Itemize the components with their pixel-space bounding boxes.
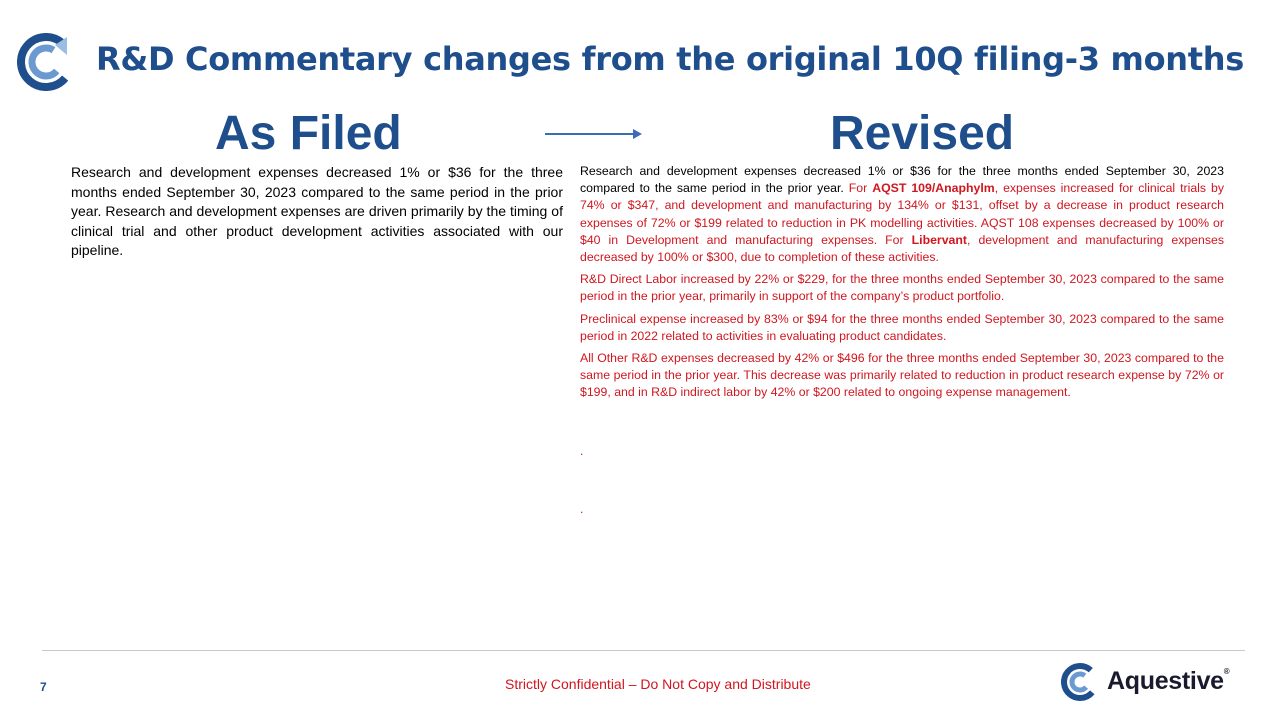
revised-paragraph-2: R&D Direct Labor increased by 22% or $229, for the three months ended September 30, 2023 compared to the same period in the prior year, primarily in support of the company’s product portfolio. [580,272,1224,304]
aquestive-mark-icon [1060,662,1100,702]
as-filed-heading: As Filed [215,107,402,160]
product-anaphylm: AQST 109/Anaphylm [872,181,995,196]
revised-intro: Research and development expenses decreased 1% or $36 for the three months ended September 30, 2023 compared to the same period in the prior year. [580,164,1224,196]
revised-end-text: , development and manufacturing expenses decreased by 100% or $300, due to completion of these activities. [580,232,1224,265]
as-filed-text: Research and development expenses decreased 1% or $36 for the three months ended September 30, 2023 compared to the same period in the prior year. Research and development expenses are driven primarily by the timing of clinical trial and other product development activities associated with our pipeline. [71,164,563,258]
bullet-dot: . [580,444,584,458]
confidential-notice: Strictly Confidential – Do Not Copy and Distribute [505,676,811,692]
bullet-dot: . [580,502,584,516]
revised-mid-text: , expenses increased for clinical trials by 74% or $347, and development and manufacturing by 134% or $131, offset by a decrease in product research expenses of 72% or $199 related to reduction in PK modelling activities. AQST 108 expenses decreased by 100% or $40 in Development and manufacturing expenses. For [580,181,1225,247]
slide-title: R&D Commentary changes from the original 10Q filing-3 months [96,40,1244,78]
right-arrow-icon [545,126,643,142]
revised-paragraph-4: All Other R&D expenses decreased by 42% or $496 for the three months ended September 30, 2023 compared to the same period in the prior year. This decrease was primarily related to reduction in product research expense by 72% or $199, and in R&D indirect labor by 42% or $200 related to ongoing expense management. [580,351,1224,400]
registered-mark: ® [1223,667,1230,676]
footer-divider [42,650,1245,651]
brand-logo [1060,662,1240,702]
revised-paragraph-1 [580,163,1224,266]
page-number: 7 [40,680,47,694]
brand-name [1107,667,1229,696]
revised-heading: Revised [830,107,1015,160]
aquestive-logo-icon [17,33,77,91]
revised-paragraph-3: Preclinical expense increased by 83% or $94 for the three months ended September 30, 2023 compared to the same period in 2022 related to activities in evaluating product candidates. [580,311,1224,343]
brand-name-text: Aquestive [1107,667,1224,695]
revised-text [580,163,1224,407]
revised-for-text: For [848,181,873,196]
product-libervant: Libervant [911,232,967,247]
